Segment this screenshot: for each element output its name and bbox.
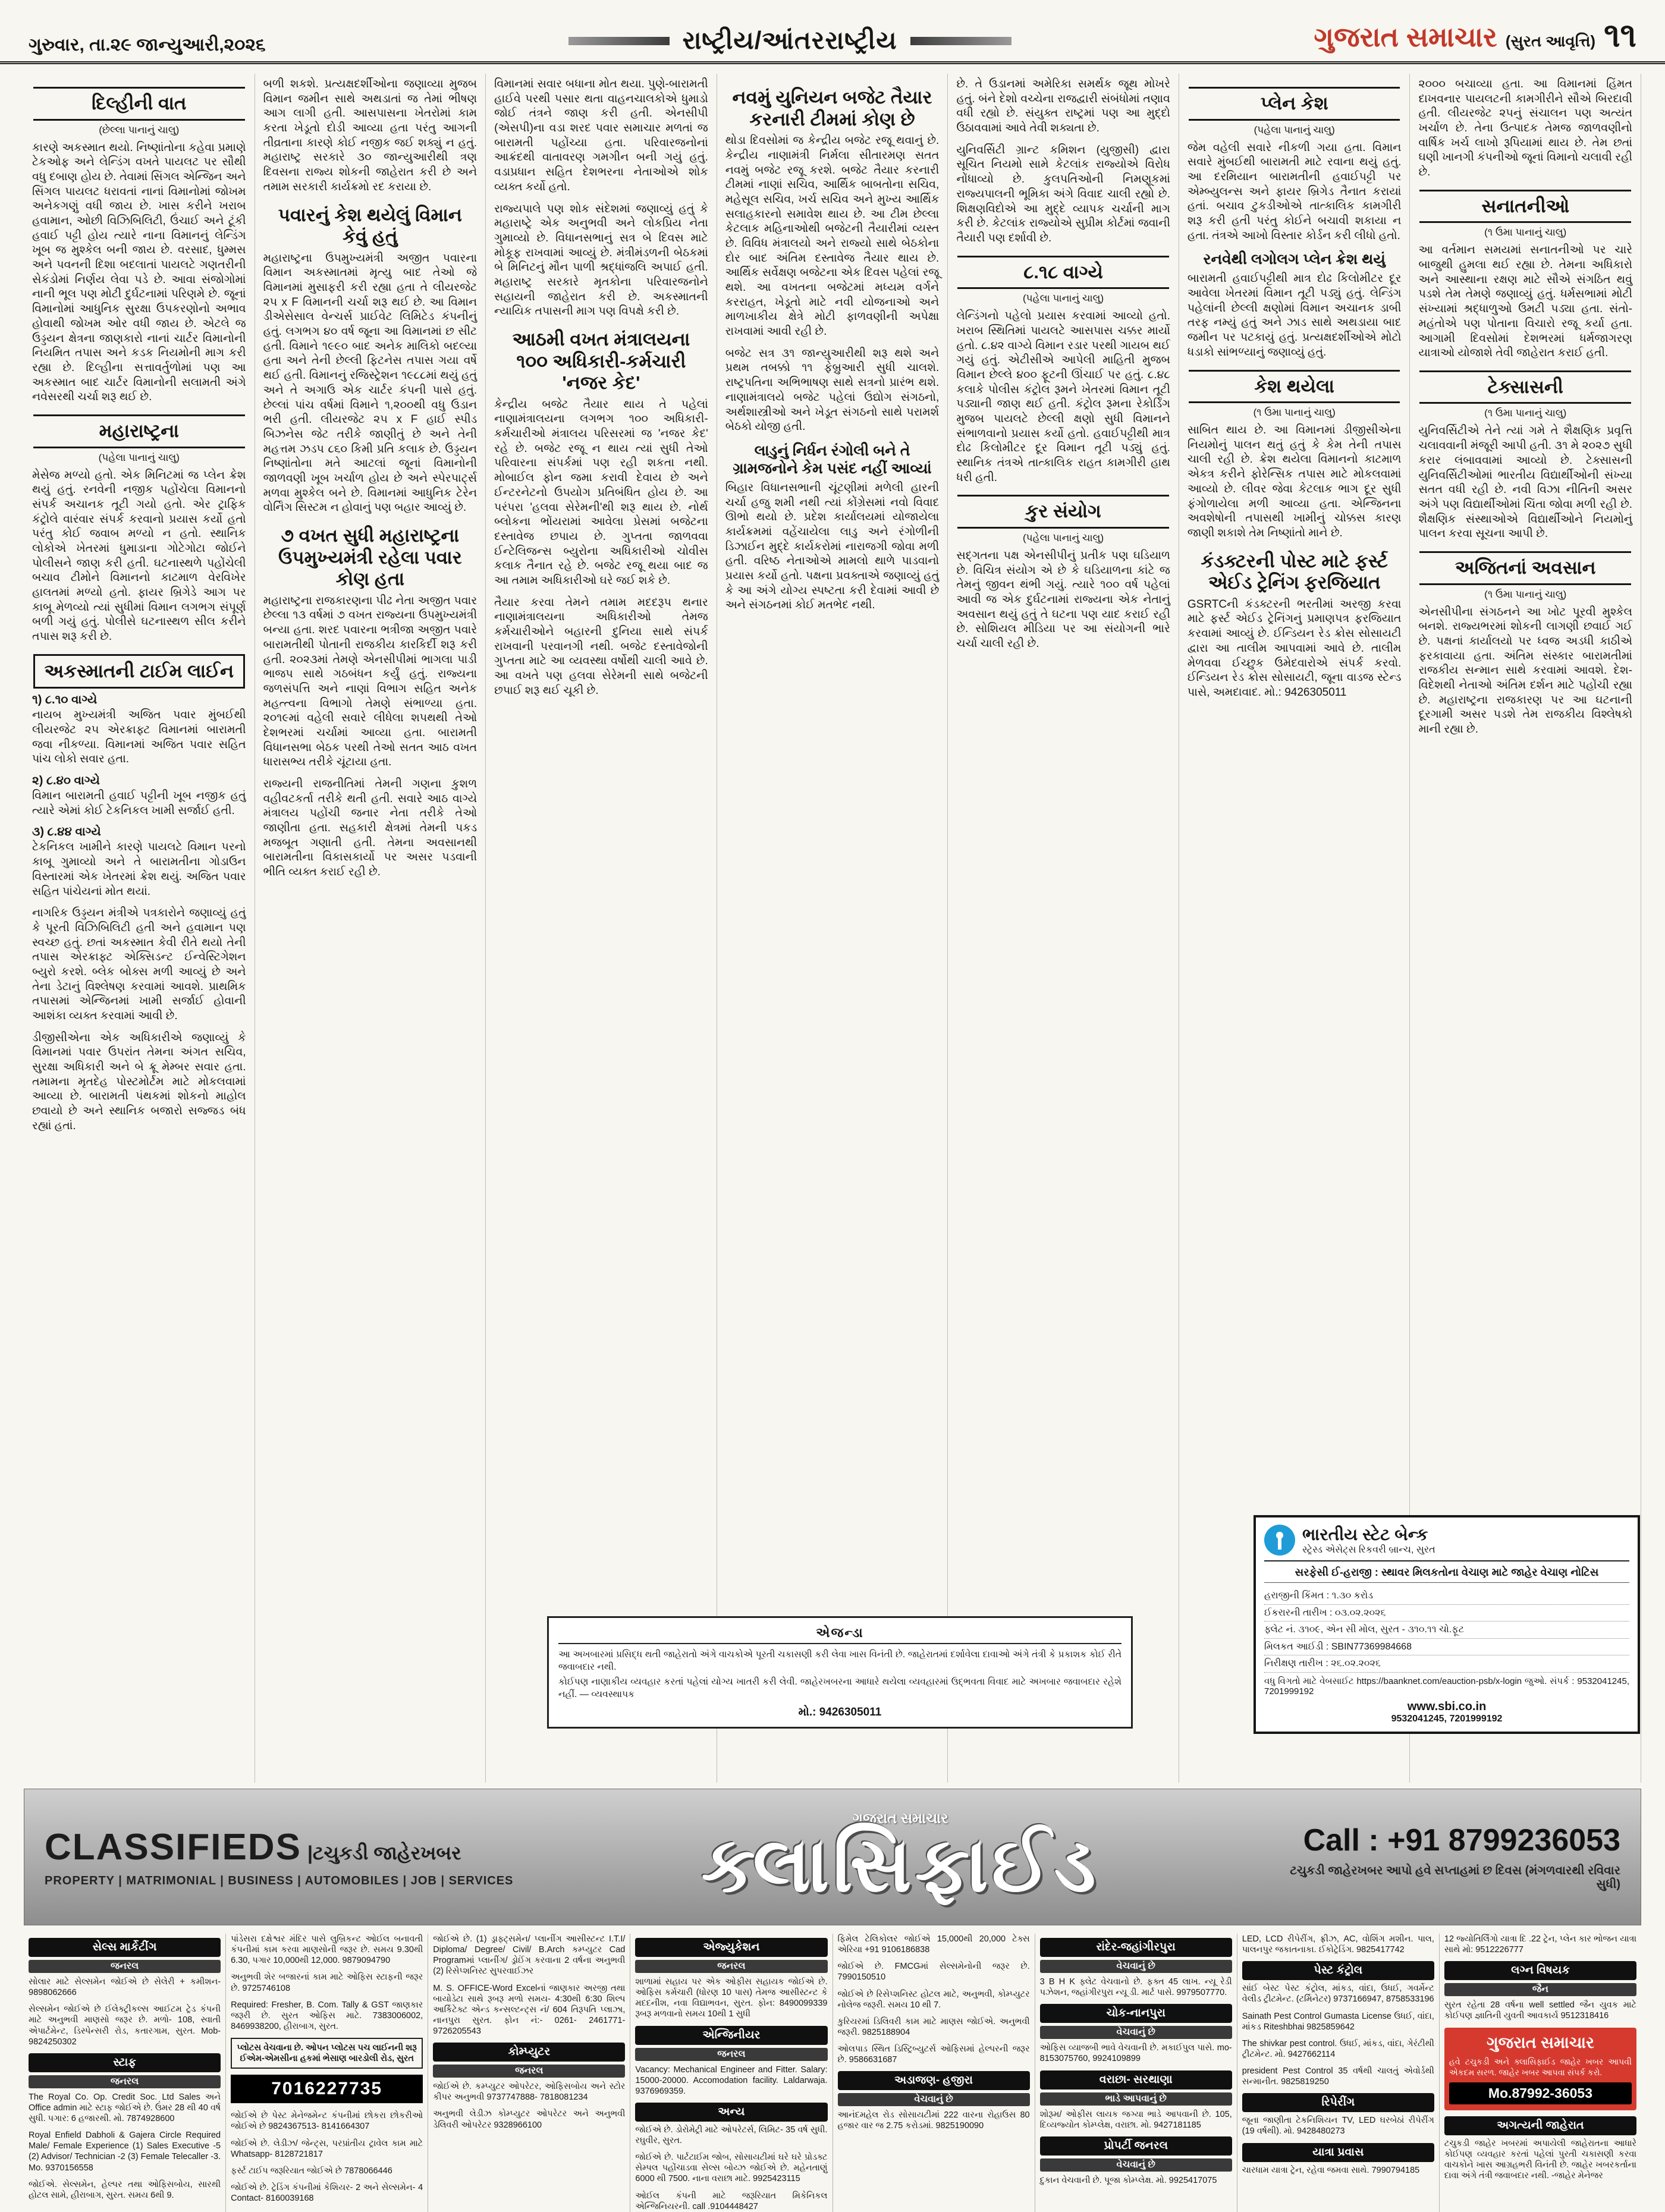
timeline-time: ૩) ૮.૪૪ વાગ્યે [32, 825, 101, 839]
article-headline: નવમું યુનિયન બજેટ તૈયાર કરનારી ટીમમાં કોણ છે [732, 87, 932, 130]
promo-phone: Mo.87992-36053 [1449, 2082, 1632, 2104]
classified-phone-box: 7016227735 [231, 2075, 423, 2103]
continuation-note: (છેલ્લા પાનાનું ચાલુ) [99, 124, 180, 136]
classified-ad: જોઈએ છે. ટ્રેડિંગ કંપનીમાં કેશિયર- 2 અને સેલ્સમેન- 4 Contact- 8160039168 [231, 2182, 423, 2203]
classified-ad: The shivkar pest control. ઉધઈ, માંકડ, વાંદા, ગેરંટીથી ટ્રીટમેન્ટ. મો. 9427662114 [1242, 2038, 1434, 2059]
classified-ad: જોઈએ છે. પાર્ટટાઈમ જોબ, સોસાયટીમાં ઘરે ઘરે પ્રોડક્ટ સેમ્પલ પહોંચાડવા સેલ્સ બોય્ઝ જોઈએ છે. મહેનતાણું 6000 થી 7500. નાના વરાછા માટે. 9925423115 [635, 2153, 828, 2184]
classified-ad: Royal Enfield Dabholi & Gajera Circle Required Male/ Female Experience (1) Sales Executive -5 (2) Advisor/ Technician -2 (3) Female Telecaller -3. Mo. 9370156558 [29, 2131, 221, 2173]
classifieds-title-gu: ક્લાસિફાઈડ [701, 1823, 1099, 1908]
continuation-note: (પહેલા પાનાનું ચાલુ) [1254, 124, 1335, 136]
sbi-ad-header [1264, 1525, 1629, 1561]
classified-ad: સુરત રહેતા 28 વર્ષના well settled જૈન યુવક માટે કોઈપણ જ્ઞાતિની યુવતી આવકાર્ય 9512318416 [1444, 2000, 1636, 2021]
article-headline: દિલ્હીની વાત [33, 87, 245, 121]
classified-ad: ફર્સ્ટ ટાઈપ જરૂરિયાત જોઈએ છે 7878066446 [231, 2166, 392, 2176]
news-column [948, 74, 1179, 1783]
classified-ad: જોઈએ છે. FMCGમાં સેલ્સમેનોની જરૂર છે. 7990150510 [837, 1962, 1030, 1982]
article-body: તૈયાર કરવા તેમને તમામ મદદરૂપ થનાર નાણામંત્રાલયના અધિકારીઓ તેમજ કર્મચારીઓને બહારની દુનિયા સાથે સંપર્ક રાખવાની પરવાનગી નથી. બજેટ દસ્તાવેજોની ગુપ્તતા માટે આ વ્યવસ્થા વર્ષોથી ચાલી આવે છે. આ વખતે પણ હલવા સેરેમની સાથે બજેટની છપાઈ શરૂ થઈ ચૂકી છે. [494, 596, 708, 697]
article-subhead: રનવેથી લગોલગ પ્લેન ક્રેશ થયું [1203, 251, 1386, 268]
sbi-branch-name: સ્ટ્રેસ્ડ એસેટ્સ રિકવરી બ્રાન્ચ, સુરત [1302, 1544, 1435, 1555]
sbi-ad-lines [1264, 1588, 1629, 1673]
classified-ad: અનુભવી શેર બજારનાં કામ માટે ઓફિસ સ્ટાફની જરૂર છે. 9725746108 [231, 1972, 423, 1993]
classified-ad: ચારધામ યાત્રા ટ્રેન, રહેવા જમવા સાથે. 7990794185 [1242, 2165, 1420, 2175]
classified-column [1440, 1934, 1641, 2212]
timeline-time: ૨) ૮.૪૦ વાગ્યે [32, 774, 100, 788]
banner-center [513, 1811, 1287, 1908]
news-column [486, 74, 717, 1783]
classified-boxed-ad: પ્લોટસ વેચવાના છે. ઓપન પ્લોટસ પચ લાઈનની શરૂ ઈએમ-એમસીના હકમાં ભેસાણ બારડોલી રોડ, સુરત [231, 2038, 423, 2069]
sbi-phones: 9532041245, 7201999192 [1391, 1713, 1503, 1724]
classified-category-header: ચોક-નાનપુરા [1040, 2004, 1232, 2023]
article-body: ડીજીસીએના એક અધિકારીએ જણાવ્યું કે વિમાનમાં પવાર ઉપરાંત તેમના અંગત સચિવ, સુરક્ષા અધિકારી અને બે ક્રૂ મેમ્બર સવાર હતા. તમામના મૃતદેહ પોસ્ટમોર્ટમ માટે મોકલવામાં આવ્યા છે. બારામતી પંથકમાં શોકનો માહોલ છવાયો છે અને સ્થાનિક બજારો સજ્જડ બંધ રહ્યાં હતાં. [32, 1031, 246, 1132]
article-body: યુનિવર્સિટીએ તેને ત્યાં ગમે તે શૈક્ષણિક પ્રવૃત્તિ ચલાવવાની મંજૂરી આપી હતી. ૩૧ મે ૨૦૨૭ સુધી કરાર લ‍ંબાવવામાં આવ્યો છે. ટેક્સાસની યુનિવર્સિટીઓમાં ભારતીય વિદ્યાર્થીઓની સંખ્યા સતત વધી રહી છે. નવી વિઝા નીતિની અસર અંગે પણ વિદ્યાર્થીઓમાં ચિંતા જોવા મળી રહી છે. શૈક્ષણિક સંસ્થાઓએ વિદ્યાર્થીઓને નિયમોનું પાલન કરવા સૂચના આપી છે. [1418, 425, 1633, 541]
classified-category-header: રિપેરીંગ [1242, 2093, 1434, 2112]
agenda-line: આ અખબારમાં પ્રસિદ્ધ થતી જાહેરાતો અંગે વાચકોએ પૂરતી ચકાસણી કરી લેવા ખાસ વિનંતી છે. જાહેરાતમાં દર્શાવેલા દાવાઓ અંગે તંત્રી કે પ્રકાશક કોઈ રીતે જવાબદાર નથી. [558, 1649, 1121, 1672]
classified-subcategory-header: વેચવાનું છે [1040, 2158, 1232, 2172]
article-body: મહારાષ્ટ્રના ઉપમુખ્યમંત્રી અજીત પવારના વિમાન અકસ્માતમાં મૃત્યુ બાદ તેઓ જે વિમાનમાં મુસાફરી કરી રહ્યા હતા તે લીયરજેટ ૨૫ x F વિમાનની ચર્ચા શરૂ થઈ છે. આ વિમાન ડીએસેસાલ વેન્ચર્સ પ્રાઈવેટ લિમિટેડ કંપનીનું હતું. લગભગ ૪૦ વર્ષ જૂના આ વિમાનમાં છ સીટ હતી. વિમાને ૧૯૯૦ બાદ અનેક માલિકો બદલ્યા હતા અને તેની છેલ્લી ફિટનેસ તપાસ ગયા વર્ષે થઈ હતી. વિમાનનું રજિસ્ટ્રેશન ૧૯૮૮માં થયું હતું અને તે અગાઉ એક ચાર્ટર કંપની પાસે હતું. છેલ્લાં પાંચ વર્ષમાં વિમાને ૧,૨૦૦થી વધુ ઉડાન ભરી હતી. લીયરજેટ ૨૫ x F હાઈ સ્પીડ બિઝનેસ જેટ તરીકે જાણીતું છે અને તેની મહત્તમ ઝડપ ૮૬૦ કિમી પ્રતિ કલાક છે. ઉડ્ડયન નિષ્ણાંતોના મતે આટલાં જૂનાં વિમાનોની જાળવણી ખૂબ ખર્ચાળ હોય છે અને સ્પેરપાર્ટ્સ મળવા મુશ્કેલ બને છે. વિમાનમાં આધુનિક ટેરેન વોર્નિંગ સિસ્ટમ ન હોવાનું પણ બહાર આવ્યું છે. [263, 252, 477, 514]
classified-ad: સાંઈ બેસ્ટ પેસ્ટ કંટ્રોલ, માંકડ, વાંદા, ઉધઈ, ગવર્મેન્ટ વેલીડ ટ્રીટમેન્ટ. (ટર્મિનેટર) 9737166947, 8758533196 [1242, 1984, 1434, 2004]
classified-subcategory-header: જનરલ [433, 2065, 625, 2078]
classified-ad: Required: Fresher, B. Com. Tally & GST જાણકાર જરૂરી છે. સુરત ઓફિસ માટે. 7383006002, 8469938200, હીરાબાગ, સુરત. [231, 2000, 423, 2031]
classified-subcategory-header: જનરલ [29, 2075, 221, 2088]
banner-right [1287, 1823, 1620, 1891]
classified-ad: શાળામાં સહાય પર એક ઓફીસ સહાયક જોઈએ છે. ઓફિસ કર્મચારી (ધોરણ 10 પાસ) તેમજ આસીસ્ટન્ટ કે મદદનીશ, નવા વિદ્યાભવન, સુરત. ફોન: 8490099339 રૂબરૂ મળવાનો સમય 10થી 1 સુધી [635, 1977, 828, 2019]
article-headline: ૭ વખત સુધી મહારાષ્ટ્રના ઉપમુખ્યમંત્રી રહેલા પવાર કોણ હતા [278, 525, 462, 590]
classifieds-categories: PROPERTY | MATRIMONIAL | BUSINESS | AUTOMOBILES | JOB | SERVICES [45, 1874, 514, 1887]
classified-category-header: અન્ય [635, 2103, 827, 2122]
article-headline: અજિતનાં અવસાન [1419, 551, 1631, 585]
classified-ad: 12 જ્યોતિર્લિંગો યાત્રા દિ .22 ટ્રેન, પ્લેન કાર ભોજન યાત્રા સાથે મો: 9512226777 [1444, 1934, 1636, 1955]
article-body: વિમાન બારામતી હવાઈ પટ્ટીની ખૂબ નજીક હતું ત્યારે એમાં કોઈ ટેકનિકલ ખામી સર્જાઈ હતી. [32, 790, 246, 817]
classified-ad: ઓલપાડ સ્થિત ડિસ્ટ્રિબ્યુટર્સ ઓફિસમાં હેલ્પરની જરૂર છે. 9586631687 [837, 2044, 1030, 2065]
agenda-lines [558, 1649, 1121, 1720]
article-body: મહારાષ્ટ્રના રાજકારણના પીઢ નેતા અજીત પવાર છેલ્લા ૧૩ વર્ષમાં ૭ વખત રાજ્યના ઉપમુખ્યમંત્રી બન્યા હતા. શરદ પવારના ભત્રીજા અજીત પવારે બારામતીથી પોતાની રાજકીય કારકિર્દી શરૂ કરી હતી. ૨૦૨૩માં તેમણે એનસીપીમાં ભાગલા પાડી ભાજપ સાથે ગઠબંધન કર્યું હતું. રાજ્યના જળસંપત્તિ અને નાણાં વિભાગ સહિત અનેક મહત્ત્વના વિભાગો તેમણે સંભાળ્યા હતા. ૨૦૧૯માં વહેલી સવારે લીધેલા શપથથી તેઓ દેશભરમાં ચર્ચામાં આવ્યા હતા. બારામતી વિધાનસભા બેઠક પરથી તેઓ સતત આઠ વખત ધારાસભ્ય તરીકે ચૂંટાયા હતા. [263, 594, 477, 769]
classified-subcategory-header: ભાડે આપવાનું છે [1040, 2092, 1232, 2106]
continuation-note: (પહેલા પાનાનું ચાલુ) [98, 451, 180, 463]
section-title: રાષ્ટ્રીય/આંતરરાષ્ટ્રીય [682, 26, 897, 54]
classified-ad: આનંદમહેલ રોડ સોસાયટીમાં 222 વારના રોહાઉસ 80 હજાર વાર જ 2.75 કરોડમાં. 9825190090 [837, 2110, 1030, 2131]
news-column [255, 74, 486, 1783]
news-area [0, 64, 1665, 1783]
article-body: છે. તે ઉડાનમાં અમેરિકા સમર્થક જૂથ મોખરે હતું. બંને દેશો વચ્ચેના રાજદ્વારી સંબંધોમાં તણાવ વધી રહ્યો છે. સંયુક્ત રાષ્ટ્રમાં પણ આ મુદ્દો ઉઠાવવામાં આવે તેવી શક્યતા છે. [956, 78, 1170, 135]
classified-category-header: પેસ્ટ કંટ્રોલ [1242, 1961, 1434, 1980]
article-headline: મહારાષ્ટ્રના [33, 414, 245, 448]
gujarat-samachar-logo: ગુજરાત સમાચાર [1486, 2033, 1594, 2051]
classified-ad: જોઈએ. સેલ્સમેન, હેલ્પર તથા ઓફિસબોય, સારથી હોટલ સામે, હીરાબાગ, સુરત. સમય 6થી 9. [29, 2179, 221, 2200]
classified-ad: LED, LCD રીપેરીંગ, ફ્રીઝ, AC, વોશિંગ મશીન. પાલ, પાલનપુર જકાતનાકા. ઈકોટ્રેડિંગ. 9825417742 [1242, 1934, 1434, 1955]
classified-ad: Vacancy: Mechanical Engineer and Fitter. Salary: 15000-20000. Accomodation facility. Laldarwaja. 9376969359. [635, 2065, 828, 2096]
continuation-note: (પહેલા પાનાનું ચાલુ) [1022, 532, 1104, 543]
masthead [0, 0, 1665, 64]
article-body: યુનિવર્સિટી ગ્રાન્ટ કમિશન (યુજીસી) દ્વારા સૂચિત નિયમો સામે કેટલાંક રાજ્યોએ વિરોધ નોંધાવ્યો છે. કુલપતિઓની નિમણૂકમાં રાજ્યપાલની ભૂમિકા અંગે વિવાદ ચાલી રહ્યો છે. શિક્ષણવિદોએ આ મુદ્દે વ્યાપક ચર્ચાની માગ કરી છે. કેટલાંક રાજ્યોએ સુપ્રીમ કોર્ટમાં જવાની તૈયારી પણ દર્શાવી છે. [956, 143, 1170, 244]
article-headline: કંડક્ટરની પોસ્ટ માટે ફર્સ્ટ એઈડ ટ્રેનિંગ ફરજિયાત [1201, 550, 1388, 593]
continuation-note: (પહેલા પાનાનું ચાલુ) [1022, 293, 1104, 304]
classified-column [1237, 1934, 1440, 2212]
gujarat-samachar-promo-box [1444, 2028, 1636, 2110]
decorative-bar-left [568, 37, 670, 45]
classifieds-title-en: CLASSIFIEDS [45, 1827, 301, 1868]
article-body: બજેટ સત્ર ૩૧ જાન્યુઆરીથી શરૂ થશે અને પ્રથમ તબક્કો ૧૧ ફેબ્રુઆરી સુધી ચાલશે. રાષ્ટ્રપતિના અભિભાષણ સાથે સત્રનો પ્રારંભ થશે. નાણામંત્રાલયે બજેટ પહેલાં ઉદ્યોગ સંગઠનો, અર્થશાસ્ત્રીઓ અને ખેડૂત સંગઠનો સાથે પરામર્શ બેઠકો યોજી હતી. [725, 347, 940, 433]
article-body: સદ્ગતના પક્ષ એનસીપીનું પ્રતીક પણ ઘડિયાળ છે. વિચિત્ર સંયોગ એ છે કે ઘડિયાળના કાંટે જ તેમનું જીવન થંભી ગયું. ત્યારે ૧૦૦ વર્ષ પહેલાં આવી જ એક દુર્ઘટનામાં રાજ્યના એક નેતાનું અવસાન થયું હતું તે ઘટના પણ યાદ કરાઈ રહી છે. સોશિયલ મીડિયા પર આ સંયોગની ભારે ચર્ચા ચાલી રહી છે. [956, 549, 1170, 651]
classified-ad: જૂના જાણીતા ટેકનિશિયન TV, LED ઘરબેઠાં રીપેરીંગ (19 વર્ષથી). મો. 9428480273 [1242, 2116, 1434, 2136]
classified-category-header: કોમ્પ્યુટર [433, 2043, 625, 2062]
classified-ad: The Royal Co. Op. Credit Soc. Ltd Sales અને Office admin માટે સ્ટાફ જોઈએ છે. ઉંમર 28 થી 40 વર્ષ સુધી. પગાર: 6 હજારથી. મો. 7874928600 [29, 2092, 221, 2123]
classified-ad: પાંડેસરા દક્ષેશ્વર મંદિર પાસે લુબ્રિકન્ટ ઓઈલ બનાવતી કંપનીમાં કામ કરવા માણસોની જરૂર છે. સમય 9.30થી 6.30, પગાર 10,000થી 12,000. 9879094790 [231, 1934, 423, 1966]
banner-brand-small: ગુજરાત સમાચાર [852, 1811, 948, 1827]
article-body: નાગરિક ઉડ્ડયન મંત્રીએ પત્રકારોને જણાવ્યું હતું કે પૂરતી વિઝિબિલિટી હતી અને હવામાન પણ સ્વચ્છ હતું. છતાં અકસ્માત કેવી રીતે થયો તેની તપાસ એરક્રાફ્ટ એક્સિડન્ટ ઈન્વેસ્ટિગેશન બ્યુરો કરશે. બ્લેક બોક્સ મળી આવ્યું છે અને તેના ડેટાનું વિશ્લેષણ કરવામાં આવશે. પ્રાથમિક તપાસમાં એન્જિનમાં ખામી સર્જાઈ હોવાની આશંકા વ્યક્ત કરવામાં આવી છે. [32, 907, 246, 1023]
edition-label: (સુરત આવૃત્તિ) [1505, 32, 1596, 50]
classified-category-header: સેલ્સ માર્કેટીંગ [29, 1938, 221, 1957]
issue-date: ગુરુવાર, તા.૨૯ જાન્યુઆરી,૨૦૨૬ [29, 35, 266, 55]
news-column [24, 74, 255, 1783]
timeline-time: ૧) ૮.૧૦ વાગ્યે [32, 693, 98, 707]
decorative-bar-right [910, 37, 1011, 45]
classifieds-schedule-note: ટચુકડી જાહેરખબર આપો હવે સપ્તાહમાં છ દિવસ (મંગળવારથી રવિવાર સુધી) [1290, 1864, 1620, 1891]
classified-category-header: યાત્રા પ્રવાસ [1242, 2143, 1434, 2162]
agenda-line: મો.: 9426305011 [798, 1705, 882, 1718]
classified-ad: જોઈએ છે. ડોરોમેટ્રી માટે ઓપરેટર્સ, લિમિટ- 35 વર્ષ સુધી. રઘુવીર, સુરત. [635, 2125, 828, 2145]
article-body: બારામતી હવાઈપટ્ટીથી માત્ર દોઢ કિલોમીટર દૂર આવેલા ખેતરમાં વિમાન તૂટી પડ્યું હતું. લેન્ડિંગ પહેલાંની છેલ્લી ક્ષણોમાં વિમાન અચાનક ડાબી તરફ નમ્યું હતું અને ઝાડ સાથે અથડાયા બાદ જમીન પર પટકાયું હતું. પ્રત્યક્ષદર્શીઓએ મોટો ધડાકો સાંભળ્યાનું જણાવ્યું હતું. [1187, 272, 1402, 359]
classified-ad: ફિમેલ ટેલિકોલર જોઈએ 15,000થી 20,000 ટેક્સ એરિયા +91 9106186838 [837, 1934, 1030, 1955]
classified-category-header: એજ્યુકેશન [635, 1938, 827, 1957]
article-body: કેન્દ્રીય બજેટ તૈયાર થાય તે પહેલાં નાણામંત્રાલયના લગભગ ૧૦૦ અધિકારી-કર્મચારીઓ મંત્રાલય પરિસરમાં જ 'નજર કેદ' રહે છે. બજેટ રજૂ ન થાય ત્યાં સુધી તેઓ પરિવારના સંપર્કમાં પણ રહી શકતા નથી. મોબાઈલ ફોન જમા કરાવી દેવાય છે અને ઈન્ટરનેટનો ઉપયોગ પ્રતિબંધિત હોય છે. આ પરંપરા 'હલવા સેરેમની'થી શરૂ થાય છે. નોર્થ બ્લોકના ભોંયરામાં આવેલા પ્રેસમાં બજેટના દસ્તાવેજ છપાય છે. ગુપ્તતા જાળવવા ઈન્ટેલિજન્સ બ્યુરોના અધિકારીઓ ચોવીસ કલાક તૈનાત રહે છે. બજેટ રજૂ થયા બાદ જ આ તમામ અધિકારીઓ ઘરે જઈ શકે છે. [494, 398, 708, 587]
article-body: બિહાર વિધાનસભાની ચૂંટણીમાં મળેલી હારની ચર્ચા હજુ શમી નથી ત્યાં કોંગ્રેસમાં નવો વિવાદ ઊભો થયો છે. પ્રદેશ કાર્યાલયમાં યોજાયેલા કાર્યક્રમમાં વહેંચાયેલા લાડુ અને રંગોળીની ડિઝાઈન મુદ્દે કાર્યકરોમાં નારાજગી જોવા મળી હતી. વરિષ્ઠ નેતાઓએ મામલો થાળે પાડવાનો પ્રયાસ કર્યો હતો. પક્ષના પ્રવક્તાએ જણાવ્યું હતું કે આ અંગે યોગ્ય સ્પષ્ટતા કરી દેવામાં આવી છે અને સંગઠનમાં કોઈ મતભેદ નથી. [725, 481, 940, 612]
continuation-note: (૧ ઉમા પાનાનું ચાલુ) [1484, 407, 1567, 419]
continuation-note: (૧ ઉમા પાનાનું ચાલુ) [1253, 407, 1336, 419]
sbi-ad-line: ફ્લેટ નં. ૩૧૦૯, એન સી મોલ, સુરત - ૩૧૦.૧૧ ચો.ફૂટ [1264, 1622, 1629, 1639]
classified-category-header: રાંદેર-જહાંગીરપુરા [1040, 1938, 1232, 1957]
classified-category-header: લગ્ન વિષયક [1444, 1961, 1636, 1980]
article-body: મેસેજ મળ્યો હતો. એક મિનિટમાં જ પ્લેન ક્રેશ થયું હતું. રનવેની નજીક પહોંચેલા વિમાનનો સંપર્ક અચાનક તૂટી ગયો હતો. એર ટ્રાફિક કંટ્રોલે વારંવાર સંપર્ક કરવાનો પ્રયાસ કર્યો હતો પરંતુ કોઈ જવાબ મળ્યો ન હતો. સ્થાનિક લોકોએ ખેતરમાં ધુમાડાના ગોટેગોટા જોઈને પોલીસને જાણ કરી હતી. ઘટનાસ્થળે પહોંચેલી બચાવ ટીમોને વિમાનનો કાટમાળ વેરવિખેર હાલતમાં મળ્યો હતો. ફાયર બ્રિગેડે આગ પર કાબૂ મેળવ્યો ત્યાં સુધીમાં વિમાન લગભગ સંપૂર્ણ બળી ગયું હતું. પોલીસે ઘટનાસ્થળ સીલ કરીને તપાસ શરૂ કરી છે. [32, 469, 246, 643]
classified-ad: જોઈએ છે રિસેપ્શનિસ્ટ હોટલ માટે, અનુભવી, કોમ્પ્યુટર નોલેજ જરૂરી. સમય 10 થી 7. [837, 1989, 1030, 2010]
classified-column [630, 1934, 832, 2212]
promo-text: હવે ટચુકડી અને ક્લાસિફાઈડ જાહેર ખબર આપવી એકદમ સરળ. જાહેર ખબર આપવા સંપર્ક કરો. [1449, 2056, 1632, 2077]
news-column [717, 74, 948, 1783]
classified-ad: સેલ્સમેન જોઈએ છે ઈલેક્ટ્રીકલ્સ આઈટમ ટ્રેડ કંપની માટે અનુભવી માણસો જરૂર છે. મળો- 108, સ્વાતી એપાર્ટમેન્ટ, ડિસ્પેન્સરી રોડ, કતારગામ, સુરત. Mob- 9824250302 [29, 2004, 221, 2047]
classified-column [24, 1934, 226, 2212]
continuation-note: (૧ ઉમા પાનાનું ચાલુ) [1484, 227, 1567, 238]
sbi-website-link: www.sbi.co.in [1407, 1699, 1487, 1713]
sbi-ad-title: સરફેસી ઈ-હરાજી : સ્થાવર મિલકતોના વેચાણ માટે જાહેર વેચાણ નોટિસ [1264, 1566, 1629, 1583]
classified-subcategory-header: વેચવાનું છે [1040, 2026, 1232, 2039]
classified-ad: જોઈએ છે. કમ્પ્યુટર ઓપરેટર, ઓફિસબોય અને સ્ટોર કીપર અનુભવી 9737747888- 7818081234 [433, 2082, 626, 2103]
article-headline: ટેક્સાસની [1419, 370, 1631, 404]
classified-ad: અનુભવી લેડીઝ કોમ્પ્યુટર ઓપરેટર અને અનુભવી ડેલિવરી ઓપરેટર 9328966100 [433, 2109, 626, 2130]
agenda-notice-box [547, 1616, 1133, 1729]
classified-ad: જોઈએ છે. (1) ડ્રાફ્ટ્સમેન/ પ્લાનીંગ આસીસ્ટન્ટ I.T.I/ Diploma/ Degree/ Civil/ B.Arch કમ્પ્યુટર Cad Programમાં પ્લાનીંગ/ ડ્રોઈંગ કરવાના 2 વર્ષના અનુભવી (2) રિસેપ્શનિસ્ટ સુપરવાઈઝર [433, 1934, 626, 1977]
classified-ad: 3 B H K ફ્લેટ વેચવાનો છે. ફક્ત 45 લાખ. ન્યૂ રેડી પઝેશન, જહાંગીરપુરા ન્યૂ ડી. માર્ટ પાસે. 9979507770. [1039, 1977, 1232, 1998]
article-body: થોડા દિવસોમાં જ કેન્દ્રીય બજેટ રજૂ થવાનું છે. કેન્દ્રીય નાણામંત્રી નિર્મલા સીતારમણ સતત નવમું બજેટ રજૂ કરશે. બજેટ તૈયાર કરનારી ટીમમાં નાણાં સચિવ, આર્થિક બાબતોના સચિવ, મહેસૂલ સચિવ, ખર્ચ સચિવ અને મુખ્ય આર્થિક સલાહકારનો સમાવેશ થાય છે. આ ટીમ છેલ્લા કેટલાક મહિનાઓથી બજેટની તૈયારીમાં વ્યસ્ત છે. વિવિધ મંત્રાલયો અને રાજ્યો સાથે બેઠકોના દોર બાદ અંતિમ દસ્તાવેજ તૈયાર થાય છે. આર્થિક સર્વેક્ષણ બજેટના એક દિવસ પહેલાં રજૂ થશે. આ વખતના બજેટમાં મધ્યમ વર્ગને કરરાહત, ખેડૂતો માટે નવી યોજનાઓ અને માળખાકીય ક્ષેત્રે મોટી ફાળવણીની અપેક્ષા રાખવામાં આવી રહી છે. [725, 134, 940, 338]
classified-category-header: સ્ટાફ [29, 2053, 221, 2072]
sbi-ad-line: નિરીક્ષણ તારીખ : ૨૬.૦૨.૨૦૨૬ [1264, 1655, 1629, 1673]
article-headline: કુર સંયોગ [957, 495, 1169, 529]
article-headline: કેશ થયેલા [1189, 370, 1400, 404]
classified-ad: દુકાન વેચવાની છે. પૂજા કોમ્પ્લેક્ષ. મો. 9925417075 [1039, 2175, 1217, 2185]
classified-ad: જોઈએ છે. લેડીઝ/ જેન્ટ્સ, પરપ્રાંતીય ટ્રાવેલ કામ માટે Whatsapp- 8128721817 [231, 2138, 423, 2159]
classified-ad: કુરિયરમાં ડિલિવરી કામ માટે માણસ જોઈએ. અનુભવી જરૂરી. 9825188904 [837, 2016, 1030, 2037]
classified-ad: president Pest Control 35 વર્ષથી ચાલતું એવોર્ડથી સન્માનીત. 9825819250 [1242, 2066, 1434, 2087]
agenda-title: એજન્ડા [558, 1625, 1121, 1644]
classified-column [226, 1934, 428, 2212]
page-number: ૧૧ [1604, 16, 1636, 54]
article-headline: પ્લેન કેશ [1189, 87, 1400, 121]
article-body: કારણે અકસ્માત થયો. નિષ્ણાંતોના કહેવા પ્રમાણે ટેકઓફ અને લેન્ડિંગ વખતે પાયલટ પર સૌથી વધુ દબાણ હોય છે. તેવામાં સિંગલ એન્જિન અને સિંગલ પાયલટ ધરાવતાં નાનાં વિમાનોમાં જોખમ અનેકગણું વધી જાય છે. ખાસ કરીને ખરાબ હવામાન, ઓછી વિઝિબિલિટી, ઉંચાઈ અને ટૂંકી હવાઈ પટ્ટી હોય ત્યારે નાના વિમાનનું લેન્ડિંગ ખૂબ જ મુશ્કેલ બની જાય છે. વરસાદ, ધુમ્મસ અને પવનની દિશા બદલાતાં પાયલટે ગણતરીની સેકંડોમાં નિર્ણય લેવા પડે છે. આવા સંજોગોમાં નાની ભૂલ પણ મોટી દુર્ઘટનામાં પરિણમે છે. જૂનાં વિમાનોમાં આધુનિક સુરક્ષા ઉપકરણોનો અભાવ હોવાથી જોખમ ઓર વધી જાય છે. એટલે જ ઉડ્ડયન ક્ષેત્રના જાણકારો નાનાં ચાર્ટર વિમાનોની નિયમિત તપાસ અને કડક નિયમોની માગ કરી રહ્યા છે. દિલ્હીના સત્તાવર્તુળોમાં પણ આ અકસ્માત બાદ ચાર્ટર વિમાનોની સલામતી અંગે નવેસરથી ચર્ચા શરૂ થઈ છે. [32, 141, 246, 404]
newspaper-brand: ગુજરાત સમાચાર [1314, 21, 1497, 52]
article-body: સાબિત થાય છે. આ વિમાનમાં ડીજીસીએના નિયમોનું પાલન થતું હતું કે કેમ તેની તપાસ ચાલી રહી છે. ક્રેશ થયેલા વિમાનનો કાટમાળ એકત્ર કરીને ફોરેન્સિક તપાસ માટે મોકલવામાં આવ્યો છે. લીવર જેવા કેટલાક ભાગ દૂર સુધી ફંગોળાયેલા મળી આવ્યા હતા. એન્જિનના અવશેષોની તપાસથી ખામીનું ચોક્કસ કારણ જાણી શકાશે તેમ નિષ્ણાંતો માને છે. [1187, 424, 1402, 539]
article-body: ૨૦૦૦ બચાવ્યા હતા. આ વિમાનમાં હિંમત દાખવનાર પાયલટની કામગીરીને સૌએ બિરદાવી હતી. લીયરજેટ ૨૫નું સંચાલન પણ અત્યંત ખર્ચાળ છે. તેના ઉત્પાદક તેમજ જાળવણીનો વાર્ષિક ખર્ચ લાખો રૂપિયામાં થાય છે. તેમ છતાં ઘણી ખાનગી કંપનીઓ જૂનાં વિમાનો ચલાવી રહી છે. [1418, 78, 1633, 179]
classified-subcategory-header: જનરલ [635, 1960, 827, 1973]
classified-ad: જોઈએ છે પેસ્ટ મેનેજમેન્ટ કંપનીમાં છોકરા છોકરીઓ જોઈએ છે 9824367513- 8141664307 [231, 2111, 423, 2132]
sbi-bank-name: ભારતીય સ્ટેટ બેન્ક [1302, 1525, 1428, 1544]
classified-category-header: અગત્યની જાહેરાત [1444, 2116, 1636, 2135]
article-body: આ વર્તમાન સમયમાં સનાતનીઓ પર ચારે બાજુથી હુમલા થઈ રહ્યા છે. તેમના અધિકારો અને આસ્થાના રક્ષણ માટે સૌએ સંગઠિત થવું પડશે તેમ તેમણે જણાવ્યું હતું. ધર્મસભામાં મોટી સંખ્યામાં શ્રદ્ધાળુઓ ઉમટી પડ્યા હતા. સંતો-મહંતોએ પણ પોતાના વિચારો રજૂ કર્યા હતા. આગામી દિવસોમાં દેશભરમાં ધર્મજાગરણ યાત્રાઓ યોજાશે તેવી જાહેરાત કરાઈ હતી. [1418, 244, 1633, 360]
masthead-right [1314, 15, 1636, 55]
classified-ad: Sainath Pest Control Gumasta License ઉધઈ, વાંદા, માંકડ Riteshbhai 9825859642 [1242, 2011, 1434, 2032]
classified-area [24, 1934, 1641, 2212]
classified-subcategory-header: જનરલ [635, 2048, 827, 2061]
article-headline: અકસ્માતની ટાઈમ લાઈન [33, 654, 245, 689]
sbi-ad-line: હરાજીની કિંમત : ૧.૩૦ કરોડ [1264, 1588, 1629, 1605]
sbi-ad-line: મિલકત આઈડી : SBIN77369984668 [1264, 1639, 1629, 1656]
article-headline: આઠમી વખત મંત્રાલયના ૧૦૦ અધિકારી-કર્મચારી 'નજર કેદ' [512, 329, 690, 394]
banner-left [45, 1826, 513, 1888]
classified-ad: ઓફિસ વ્યાજબી ભાવે વેચવાની છે. મકાઈપુલ પાસે. mo- 8153075760, 9924109899 [1039, 2043, 1232, 2064]
classified-ad: ઓઈલ કંપની માટે જરૂરિયાત મિકેનિકલ એન્જિનિયરની. call .9104448427 [635, 2191, 828, 2211]
article-body: નાયબ મુખ્યમંત્રી અજિત પવાર મુંબઈથી લીયરજેટ ૨૫ એરક્રાફ્ટ વિમાનમાં બારામતી જવા નીકળ્યા. વિમાનમાં અજિત પવાર સહિત પાંચ લોકો સવાર હતા. [32, 709, 246, 766]
article-body: GSRTCની કંડક્ટરની ભરતીમાં અરજી કરવા માટે ફર્સ્ટ એઈડ ટ્રેનિંગનું પ્રમાણપત્ર ફરજિયાત કરવામાં આવ્યું છે. ઈન્ડિયન રેડ ક્રોસ સોસાયટી દ્વારા આ તાલીમ આપવામાં આવે છે. તાલીમ મેળવવા ઈચ્છુક ઉમેદવારોએ સંપર્ક કરવો. ઈન્ડિયન રેડ ક્રોસ સોસાયટી, જૂના વાડજ સ્ટેન્ડ પાસે, અમદાવાદ. મો.: 9426305011 [1187, 598, 1402, 699]
classified-category-header: એન્જિનીયર [635, 2026, 827, 2045]
sbi-logo-icon [1264, 1525, 1295, 1556]
article-headline: ૮.૧૮ વાગ્યે [957, 256, 1169, 290]
classified-subcategory-header: વેચવાનું છે [838, 2093, 1030, 2106]
sbi-ad-note: વધુ વિગતો માટે વેબસાઈટ https://baanknet.com/eauction-psb/x-login જુઓ. સંપર્ક : 9532041245, 7201999192 [1264, 1676, 1629, 1696]
classified-subcategory-header: જૈન [1444, 1983, 1636, 1996]
classified-ad: ટચુકડી જાહેર ખબરમાં અપાયેલી જાહેરાતના આધારે કોઈપણ વ્યવહાર કરતાં પહેલાં પુરતી ચકાસણી કરવા વાચકોને ખાસ આગ્રહભરી વિનંતી છે. જાહેર ખબરકર્તાના દાવા અંગે તંત્રી જવાબદાર નથી. -જાહેર મેનેજર [1444, 2138, 1636, 2181]
classified-column [1035, 1934, 1237, 2212]
article-headline: પવારનું કેશ થયેલું વિમાન કેવું હતું [278, 204, 462, 247]
classified-subcategory-header: જનરલ [29, 1960, 221, 1973]
classifieds-subtitle: |ટચુકડી જાહેરખબર [307, 1842, 461, 1864]
classified-column [428, 1934, 630, 2212]
classified-category-header: પ્રોપર્ટી જનરલ [1040, 2136, 1232, 2156]
classified-ad: શોરૂમ/ ઓફીસ લાયક જગ્યા ભાડે આપવાની છે. 105, દિવ્યજ્યોત કોમ્પ્લેક્ષ, વરાછા. મો. 9427181185 [1039, 2109, 1232, 2130]
agenda-line: કોઈપણ નાણાકીય વ્યવહાર કરતાં પહેલાં યોગ્ય ખાતરી કરી લેવી. જાહેરખબરના આધારે થયેલા વ્યવહારમાં ઉદ્ભવતા વિવાદ માટે અખબાર જવાબદાર રહેશે નહીં. — વ્યવસ્થાપક [558, 1676, 1121, 1699]
classified-ad: સોલાર માટે સેલ્સમેન જોઈએ છે સેલેરી + કમીશન- 9898062666 [29, 1977, 221, 1998]
article-subhead: લાડુનું નિર્ધન રંગોલી બને તે ગ્રામજનોને કેમ પસંદ નહીં આવ્યાં [733, 442, 932, 477]
classified-subcategory-header: વેચવાનું છે [1040, 1960, 1232, 1973]
article-body: ટેકનિકલ ખામીને કારણે પાયલટે વિમાન પરનો કાબૂ ગુમાવ્યો અને તે બારામતીના ગોડાઉન વિસ્તારમાં એક ખેતરમાં ક્રેશ થયું. અજિત પવાર સહિત પાંચેયનાં મોત થયાં. [32, 841, 246, 898]
classifieds-call-number: Call : +91 8799236053 [1303, 1823, 1620, 1858]
classified-column [833, 1934, 1035, 2212]
article-body: લેન્ડિંગનો પહેલો પ્રયાસ કરવામાં આવ્યો હતો. ખરાબ સ્થિતિમાં પાયલટે આસપાસ ચક્કર માર્યો હતો. ૮.૪૨ વાગ્યે વિમાન રડાર પરથી ગાયબ થઈ ગયું હતું. એટીસીએ આપેલી માહિતી મુજબ વિમાન છેલ્લે ૪૦૦ ફૂટની ઊંચાઈ પર હતું. ૮.૪૮ કલાકે પોલીસ કંટ્રોલ રૂમને ખેતરમાં વિમાન તૂટી પડ્યાની જાણ થઈ હતી. કંટ્રોલ રૂમના રેકોર્ડિંગ મુજબ પાયલટે છેલ્લી ક્ષણો સુધી વિમાનને સંભાળવાનો પ્રયાસ કર્યો હતો. હવાઈપટ્ટીથી માત્ર દોઢ કિલોમીટર દૂર વિમાન તૂટી પડ્યું હતું. સ્થાનિક તંત્રએ તાત્કાલિક રાહત કામગીરી હાથ ધરી હતી. [956, 310, 1170, 484]
classified-banner [24, 1789, 1641, 1925]
sbi-ad [1254, 1515, 1640, 1734]
article-body: રાજ્યપાલે પણ શોક સંદેશમાં જણાવ્યું હતું કે મહારાષ્ટ્રે એક અનુભવી અને લોકપ્રિય નેતા ગુમાવ્યો છે. વિધાનસભાનું સત્ર બે દિવસ માટે મોકૂફ રાખવામાં આવ્યું છે. મંત્રીમંડળની બેઠકમાં બે મિનિટનું મૌન પાળી શ્રદ્ધાંજલિ અપાઈ હતી. મહારાષ્ટ્ર સરકારે મૃતકોના પરિવારજનોને સહાયની જાહેરાત કરી છે. અકસ્માતની ન્યાયિક તપાસની માગ પણ વિપક્ષે કરી છે. [494, 202, 708, 318]
section-title-group [568, 26, 1011, 55]
continuation-note: (૧ ઉમા પાનાનું ચાલુ) [1484, 588, 1567, 600]
article-body: જેમ વહેલી સવારે નીકળી ગયા હતા. વિમાન સવારે મુંબઈથી બારામતી માટે રવાના થયું હતું. આ દરમિયાન બારામતીની હવાઈપટ્ટી પર એમ્બ્યુલન્સ અને ફાયર બ્રિગેડ તૈનાત કરાયાં હતાં. બચાવ ટુકડીઓએ તાત્કાલિક કામગીરી શરૂ કરી હતી પરંતુ કોઈને બચાવી શકાયા ન હતા. તંત્રએ આખો વિસ્તાર કોર્ડન કરી લીધો હતો. [1187, 141, 1402, 242]
article-body: રાજ્યની રાજનીતિમાં તેમની ગણના કુશળ વહીવટકર્તા તરીકે થતી હતી. સવારે આઠ વાગ્યે મંત્રાલય પહોંચી જનાર નેતા તરીકે તેઓ જાણીતા હતા. સહકારી ક્ષેત્રમાં તેમની પકડ મજબૂત ગણાતી હતી. તેમના અવસાનથી બારામતીના વિકાસકાર્યો પર અસર પડવાની ભીતિ વ્યક્ત કરાઈ રહી છે. [263, 778, 477, 879]
article-body: બળી શકશે. પ્રત્યક્ષદર્શીઓના જણાવ્યા મુજબ વિમાન જમીન સાથે અથડાતાં જ તેમાં ભીષણ આગ લાગી હતી. આસપાસના ખેતરોમાં કામ કરતા ખેડૂતો દોડી આવ્યા હતા પરંતુ આગની તીવ્રતાના કારણે કોઈ નજીક જઈ શક્યું ન હતું. મહારાષ્ટ્ર સરકારે ૩૦ જાન્યુઆરીથી ત્રણ દિવસના રાજ્ય શોકની જાહેરાત કરી છે અને તમામ સરકારી કાર્યક્રમો રદ કરાયા છે. [263, 78, 477, 193]
classified-category-header: અડાજણ- હજીરા [838, 2071, 1030, 2090]
sbi-ad-line: ઈકરારની તારીખ : ૦૩.૦૨.૨૦૨૬ [1264, 1605, 1629, 1622]
classified-category-header: વરાછા- સરથાણા [1040, 2070, 1232, 2090]
article-body: વિમાનમાં સવાર બધાના મોત થયા. પુણે-બારામતી હાઈવે પરથી પસાર થતા વાહનચાલકોએ ધુમાડો જોઈ તંત્રને જાણ કરી હતી. એનસીપી (એસપી)ના વડા શરદ પવાર સમાચાર મળતાં જ બારામતી પહોંચ્યા હતા. પરિવારજનોનાં આક્રંદથી વાતાવરણ ગમગીન બની ગયું હતું. વડાપ્રધાન સહિત દેશભરના નેતાઓએ શોક વ્યક્ત કર્યો હતો. [494, 78, 708, 193]
classified-ad: M. S. OFFICE-Word Excelનાં જાણકાર અરજી તથા બાયોડેટા સાથે રૂબરૂ મળો સમય- 4:30થી 6:30 શિલ્પ આર્કિટેક્ટ એન્ડ કન્સલ્ટન્ટ્સ નં/ 604 તિરૂપતિ પ્લાઝા, નાનપુરા સુરત. ફોન નં:- 0261- 2461771- 9726205543 [433, 1983, 626, 2036]
article-body: એનસીપીના સંગઠનને આ ખોટ પૂરવી મુશ્કેલ બનશે. રાજ્યભરમાં શોકની લાગણી છવાઈ ગઈ છે. પક્ષનાં કાર્યાલયો પર ધ્વજ અડધી કાઠીએ ફરકાવાયા હતા. અંતિમ સંસ્કાર બારામતીમાં રાજકીય સન્માન સાથે કરવામાં આવશે. દેશ-વિદેશથી નેતાઓ અંતિમ દર્શન માટે પહોંચી રહ્યા છે. મહારાષ્ટ્રના રાજકારણ પર આ ઘટનાની દૂરગામી અસર પડશે તેમ રાજકીય વિશ્લેષકો માની રહ્યા છે. [1418, 605, 1633, 736]
article-headline: સનાતનીઓ [1419, 190, 1631, 224]
